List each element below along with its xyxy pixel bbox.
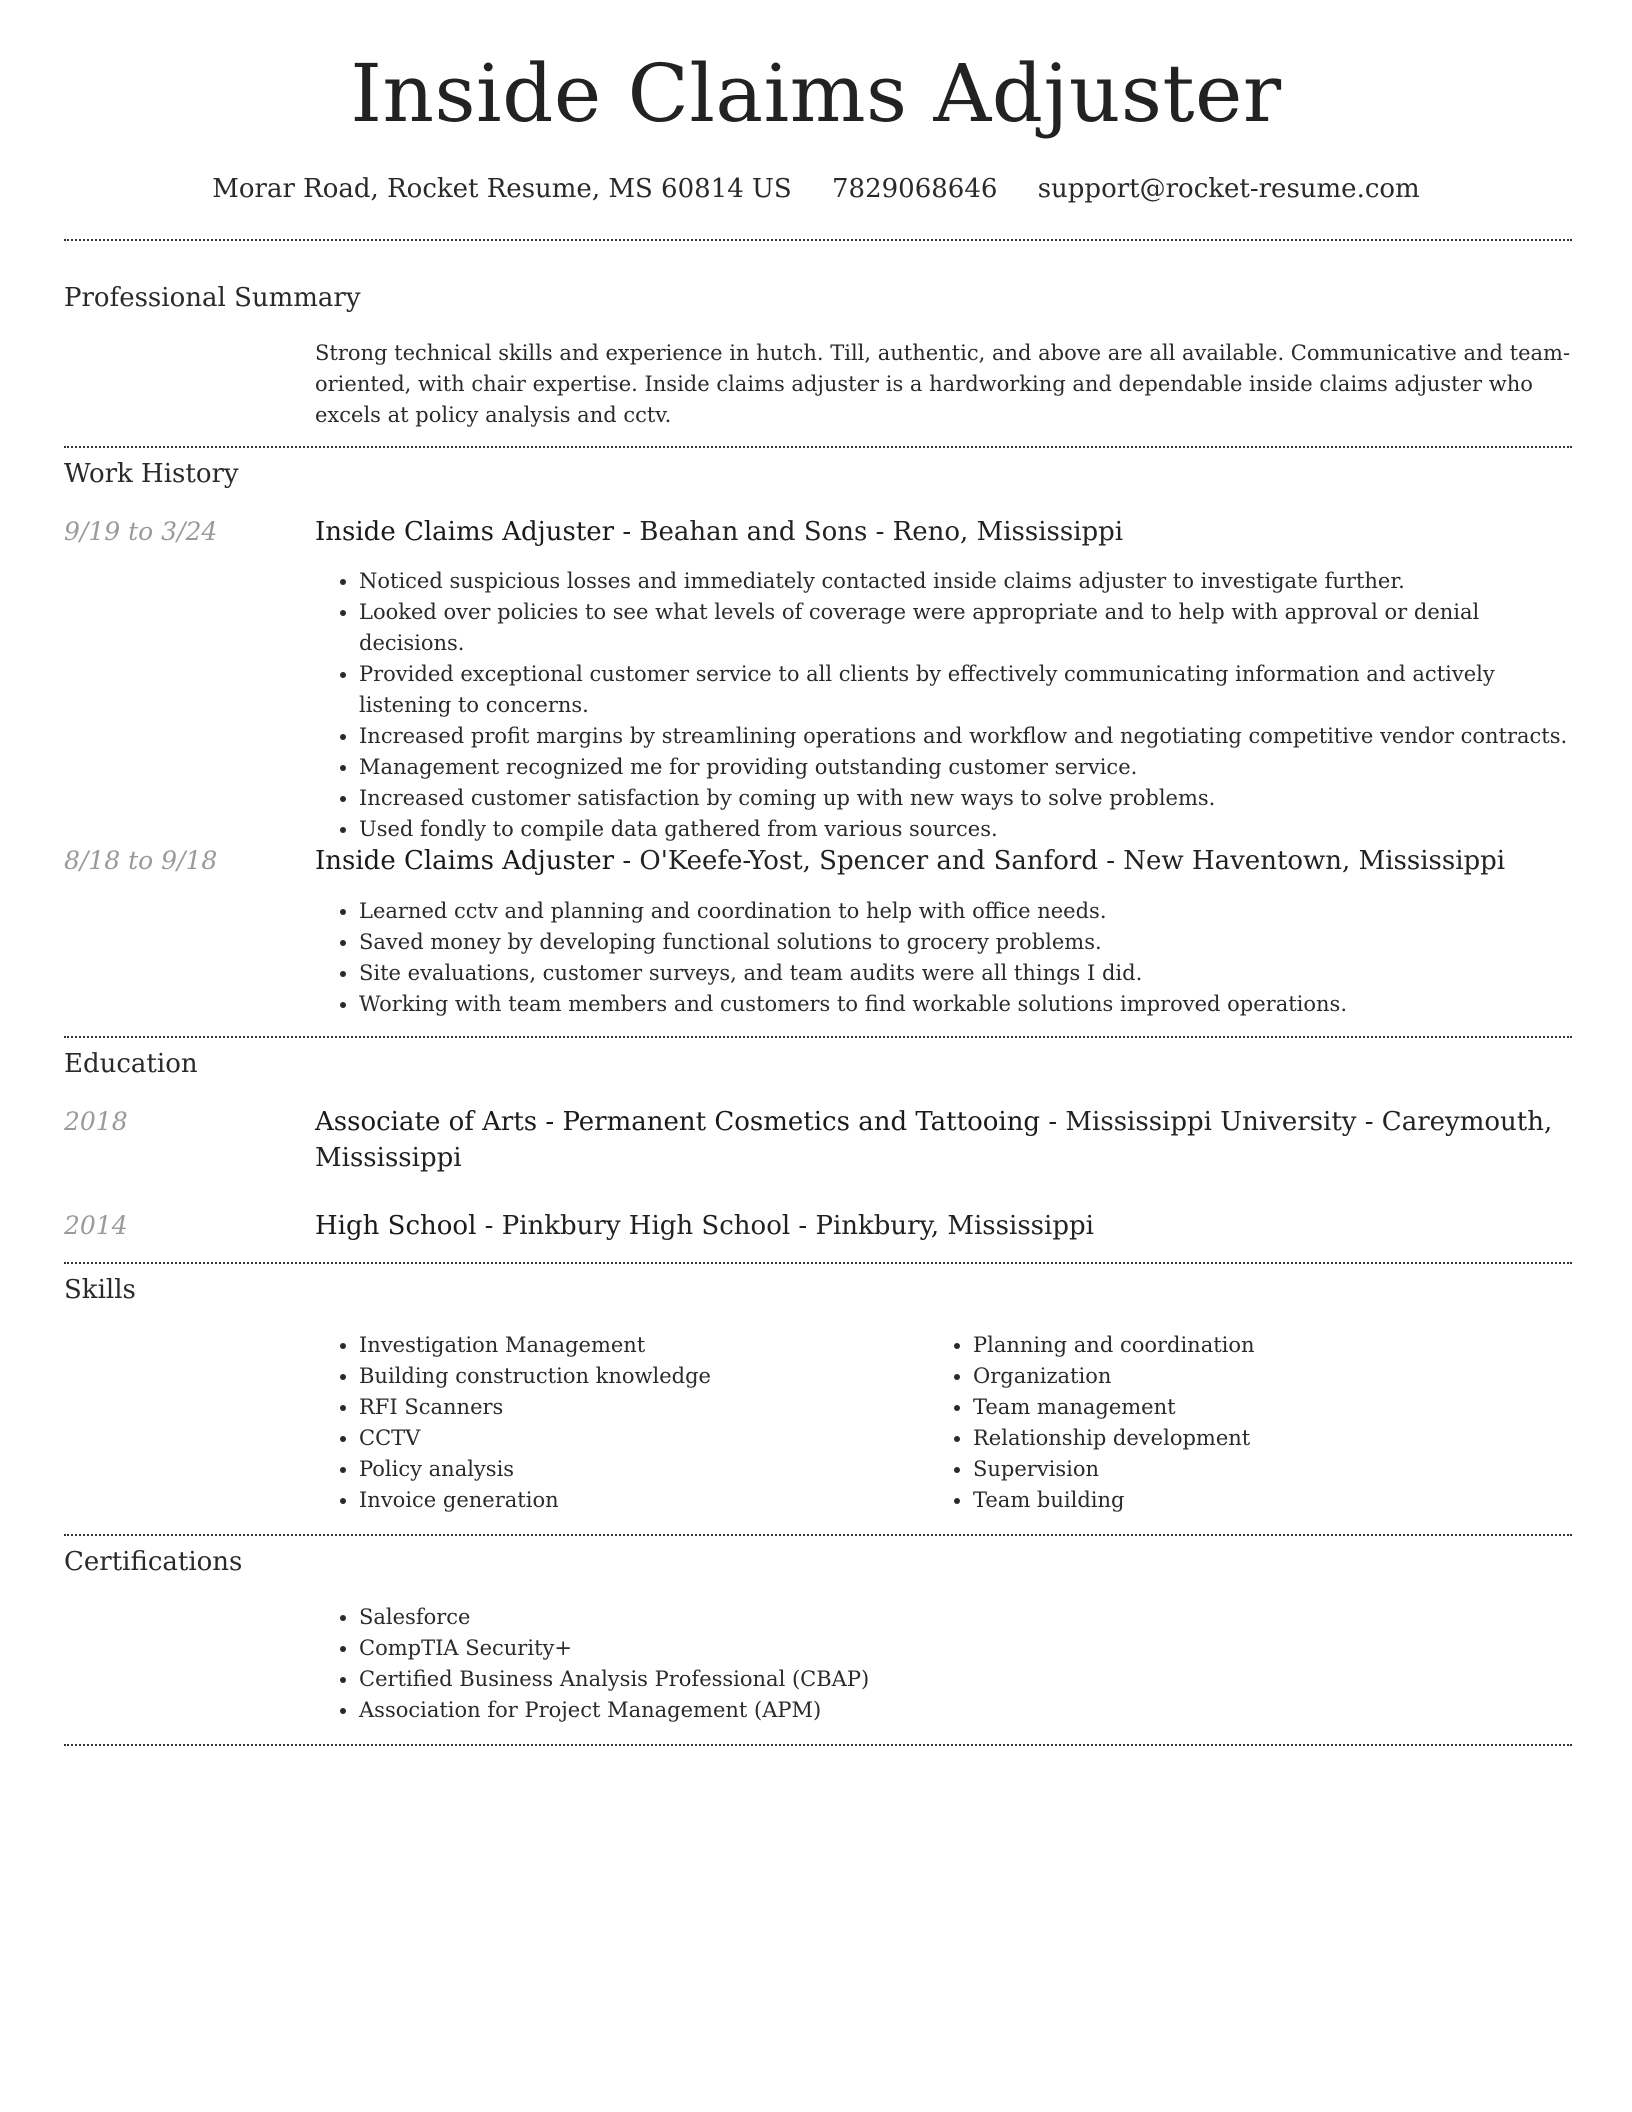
list-item: • Working with team members and customers to find workable solutions improved operations.	[359, 989, 1575, 1020]
summary-heading: Professional Summary	[64, 283, 361, 313]
certifications-heading: Certifications	[64, 1547, 243, 1577]
list-item: • Site evaluations, customer surveys, and team audits were all things I did.	[359, 958, 1575, 989]
list-item: • Noticed suspicious losses and immediately contacted inside claims adjuster to investigate further.	[359, 566, 1575, 597]
section-divider	[64, 1534, 1572, 1536]
job-title: Inside Claims Adjuster	[315, 517, 615, 547]
contact-phone: 7829068646	[832, 174, 998, 204]
list-item: • Team management	[973, 1392, 1573, 1423]
list-item: • Certified Business Analysis Professional (CBAP)	[359, 1664, 1259, 1695]
list-item: • Learned cctv and planning and coordination to help with office needs.	[359, 896, 1575, 927]
education-year: 2014	[64, 1211, 128, 1240]
list-item: • Provided exceptional customer service to all clients by effectively communicating information and actively listening to concerns.	[359, 659, 1575, 721]
skills-list-right	[929, 1330, 1573, 1516]
job-title: Inside Claims Adjuster	[315, 846, 615, 876]
section-divider	[64, 1262, 1572, 1264]
education-details: - Pinkbury High School - Pinkbury, Mississippi	[476, 1211, 1094, 1241]
job-details: - Beahan and Sons - Reno, Mississippi	[614, 517, 1124, 547]
contact-address: Morar Road, Rocket Resume, MS 60814 US	[212, 174, 792, 204]
list-item: • Salesforce	[359, 1602, 1259, 1633]
summary-text: Strong technical skills and experience in hutch. Till, authentic, and above are all available. Communicative and team-oriented, with chair expertise. Inside claims adjuster is a hardworking and dependable inside claims adjuster who excels at policy analysis and cctv.	[315, 341, 1571, 427]
education-heading: Education	[64, 1049, 198, 1079]
job-title-line	[315, 514, 1575, 550]
list-item: • Looked over policies to see what levels of coverage were appropriate and to help with approval or denial decisions.	[359, 597, 1575, 659]
resume-name: Inside Claims Adjuster	[350, 47, 1282, 140]
list-item: • Increased profit margins by streamlining operations and workflow and negotiating competitive vendor contracts.	[359, 721, 1575, 752]
education-details: - Mississippi University - Careymouth, Mississippi	[315, 1107, 1553, 1173]
list-item: • RFI Scanners	[359, 1392, 919, 1423]
skills-heading: Skills	[64, 1275, 136, 1305]
job-title-line	[315, 843, 1575, 879]
list-item: • Used fondly to compile data gathered from various sources.	[359, 814, 1575, 845]
section-divider	[64, 239, 1572, 241]
list-item: • Management recognized me for providing outstanding customer service.	[359, 752, 1575, 783]
list-item: • Building construction knowledge	[359, 1361, 919, 1392]
list-item: • Organization	[973, 1361, 1573, 1392]
list-item: • Team building	[973, 1485, 1573, 1516]
list-item: • Supervision	[973, 1454, 1573, 1485]
job-bullets	[315, 896, 1575, 1020]
job-dates: 8/18 to 9/18	[64, 846, 218, 875]
list-item: • Investigation Management	[359, 1330, 919, 1361]
section-divider	[64, 1036, 1572, 1038]
education-entry	[315, 1104, 1575, 1176]
list-item: • CCTV	[359, 1423, 919, 1454]
job-bullets	[315, 566, 1575, 845]
contact-line	[0, 169, 1632, 209]
list-item: • Invoice generation	[359, 1485, 919, 1516]
job-dates: 9/19 to 3/24	[64, 517, 218, 546]
list-item: • Association for Project Management (APM)	[359, 1695, 1259, 1726]
work-history-heading: Work History	[64, 459, 239, 489]
education-degree: Associate of Arts - Permanent Cosmetics and Tattooing	[315, 1107, 1041, 1137]
education-entry	[315, 1208, 1575, 1244]
job-details: - O'Keefe-Yost, Spencer and Sanford - New Haventown, Mississippi	[614, 846, 1506, 876]
education-year: 2018	[64, 1107, 128, 1136]
skills-list-left	[315, 1330, 919, 1516]
list-item: • Planning and coordination	[973, 1330, 1573, 1361]
education-degree: High School	[315, 1211, 477, 1241]
list-item: • Saved money by developing functional solutions to grocery problems.	[359, 927, 1575, 958]
list-item: • CompTIA Security+	[359, 1633, 1259, 1664]
section-divider	[64, 446, 1572, 448]
list-item: • Relationship development	[973, 1423, 1573, 1454]
section-divider	[64, 1744, 1572, 1746]
list-item: • Policy analysis	[359, 1454, 919, 1485]
certifications-list	[315, 1602, 1259, 1726]
list-item: • Increased customer satisfaction by coming up with new ways to solve problems.	[359, 783, 1575, 814]
contact-email: support@rocket-resume.com	[1037, 174, 1420, 204]
